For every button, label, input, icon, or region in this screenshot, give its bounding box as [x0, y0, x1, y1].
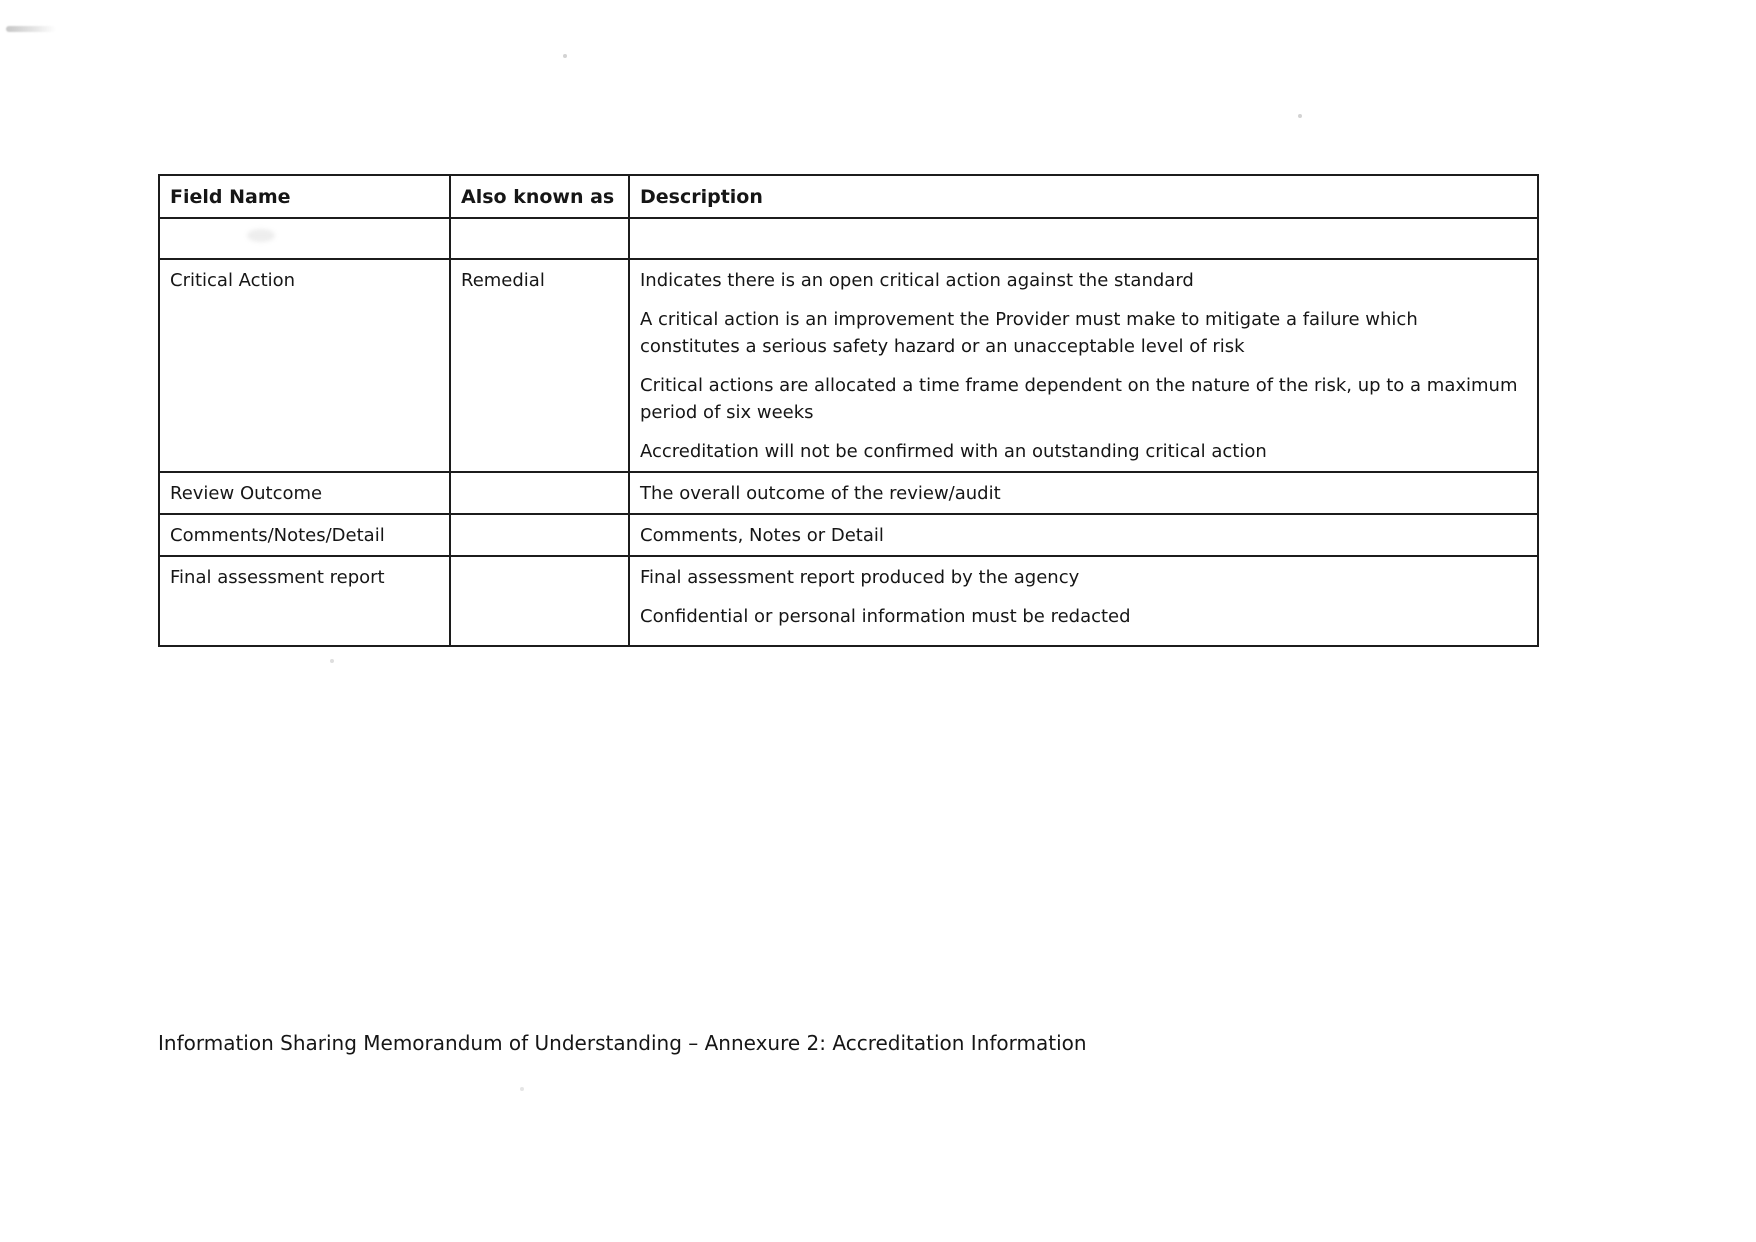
- description-line: Comments, Notes or Detail: [640, 525, 884, 546]
- table-row-comments-notes-detail: [159, 514, 1538, 556]
- field-name-text: Comments/Notes/Detail: [170, 525, 385, 546]
- description-paragraph: [640, 603, 1535, 630]
- table-row-final-assessment-report: [159, 556, 1538, 646]
- description-cell: [629, 259, 1538, 472]
- field-definitions-table: [158, 174, 1539, 647]
- column-header-description: Description: [629, 175, 1538, 218]
- also-known-as-cell: [450, 218, 629, 259]
- description-paragraph: [640, 564, 1535, 591]
- field-name-cell: [159, 556, 450, 646]
- description-paragraph: [640, 480, 1535, 507]
- field-name-text: Critical Action: [170, 270, 296, 291]
- description-paragraph: [640, 522, 1535, 549]
- scan-artifact-speck: [520, 1087, 524, 1091]
- table-row-empty: [159, 218, 1538, 259]
- table-row-review-outcome: [159, 472, 1538, 514]
- field-name-cell: [159, 218, 450, 259]
- description-line: Final assessment report produced by the agency: [640, 567, 1080, 588]
- description-line: Confidential or personal information must be redacted: [640, 606, 1131, 627]
- column-header-field-name: Field Name: [159, 175, 450, 218]
- description-cell: [629, 472, 1538, 514]
- description-line: Critical actions are allocated a time frame dependent on the nature of the risk, up to a maximum: [640, 375, 1518, 396]
- table-header-row: [159, 175, 1538, 218]
- also-known-as-text: Remedial: [461, 270, 545, 291]
- field-name-text: Final assessment report: [170, 567, 385, 588]
- description-cell: [629, 218, 1538, 259]
- description-paragraph: [640, 267, 1535, 294]
- scan-artifact-speck: [330, 659, 334, 663]
- scan-artifact-smudge: [6, 26, 56, 32]
- description-line: Accreditation will not be confirmed with an outstanding critical action: [640, 441, 1267, 462]
- field-name-text: Review Outcome: [170, 483, 323, 504]
- field-name-cell: [159, 514, 450, 556]
- description-line: A critical action is an improvement the Provider must make to mitigate a failure which: [640, 309, 1418, 330]
- description-paragraph: [640, 306, 1535, 360]
- description-paragraph: [640, 438, 1535, 465]
- description-line: period of six weeks: [640, 402, 814, 423]
- also-known-as-cell: [450, 556, 629, 646]
- scan-artifact-speck: [1298, 114, 1302, 118]
- description-line: The overall outcome of the review/audit: [640, 483, 1001, 504]
- also-known-as-cell: [450, 259, 629, 472]
- document-footer: Information Sharing Memorandum of Understanding – Annexure 2: Accreditation Information: [158, 1031, 1087, 1055]
- scan-artifact-speck: [563, 54, 567, 58]
- description-paragraph: [640, 372, 1535, 426]
- column-header-also-known-as: Also known as: [450, 175, 629, 218]
- description-line: constitutes a serious safety hazard or an unacceptable level of risk: [640, 336, 1245, 357]
- description-cell: [629, 514, 1538, 556]
- description-line: Indicates there is an open critical action against the standard: [640, 270, 1194, 291]
- field-name-cell: [159, 259, 450, 472]
- also-known-as-cell: [450, 472, 629, 514]
- table-row-critical-action: [159, 259, 1538, 472]
- description-cell: [629, 556, 1538, 646]
- field-name-cell: [159, 472, 450, 514]
- also-known-as-cell: [450, 514, 629, 556]
